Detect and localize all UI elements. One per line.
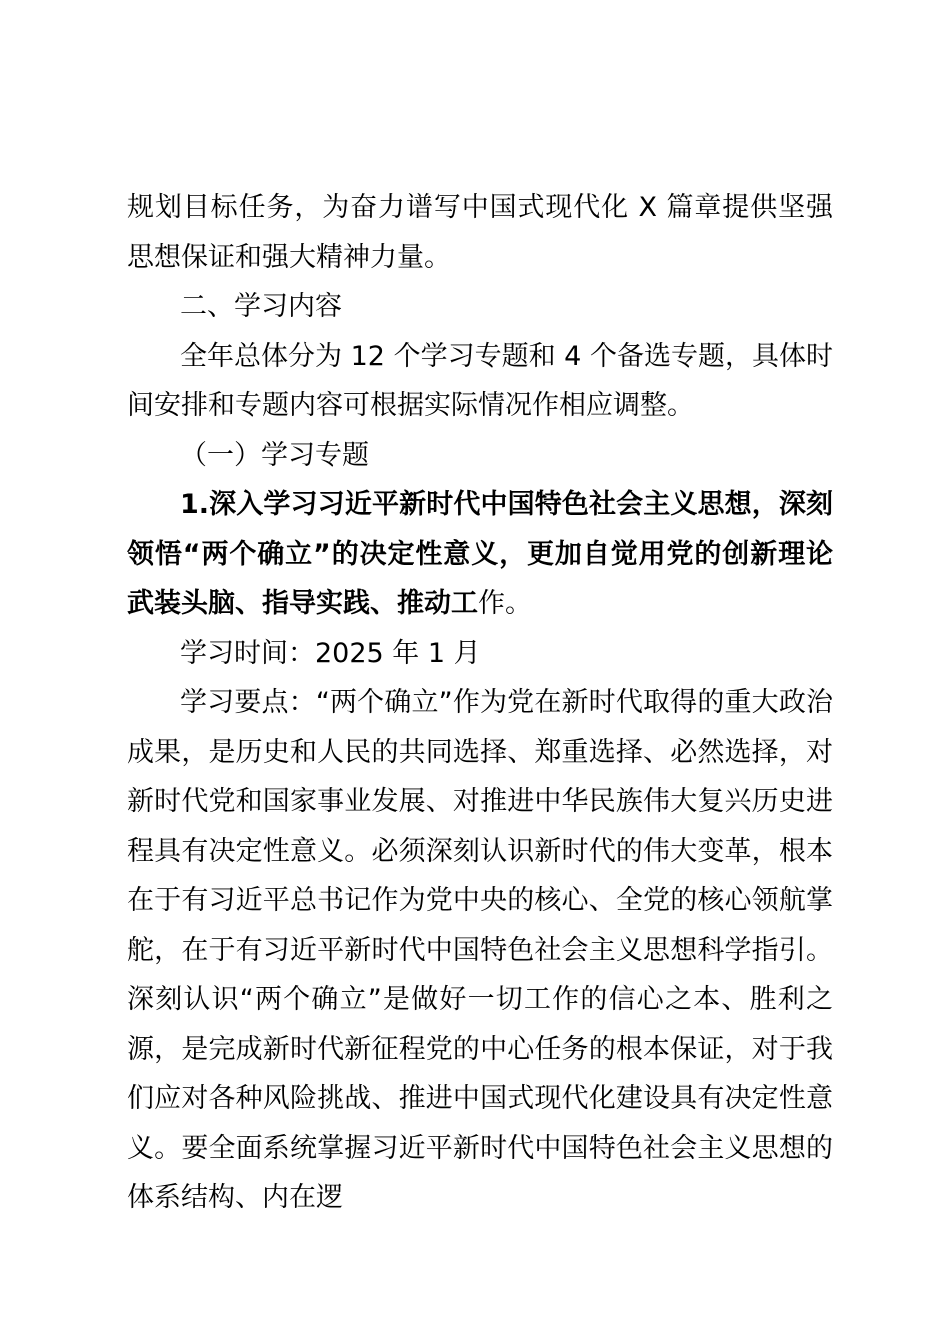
topic-1-title	[127, 480, 833, 629]
paragraph-continuation: 规划目标任务，为奋力谱写中国式现代化 X 篇章提供坚强思想保证和强大精神力量。	[127, 192, 833, 273]
topic-1-title-bold: 1.深入学习习近平新时代中国特色社会主义思想，深刻领悟“两个确立”的决定性意义，更加自觉用党的创新理论武装头脑、指导实践、推动工	[127, 489, 833, 619]
topic-1-study-time: 学习时间：2025 年 1 月	[180, 637, 481, 669]
topic-1-title-rest: 作。	[478, 588, 532, 619]
topic-1-key-points: 学习要点：“两个确立”作为党在新时代取得的重大政治成果，是历史和人民的共同选择、郑重选择、必然选择，对新时代党和国家事业发展、对推进中华民族伟大复兴历史进程具有决定性意义。必须深刻认识新时代的伟大变革，根本在于有习近平总书记作为党中央的核心、全党的核心领航掌舵，在于有习近平新时代中国特色社会主义思想科学指引。深刻认识“两个确立”是做好一切工作的信心之本、胜利之源，是完成新时代新征程党的中心任务的根本保证，对于我们应对各种风险挑战、推进中国式现代化建设具有决定性意义。要全面系统掌握习近平新时代中国特色社会主义思想的体系结构、内在逻	[127, 687, 833, 1213]
subsection-heading-study-topics: （一）学习专题	[180, 439, 369, 471]
document-body	[127, 183, 833, 1223]
paragraph-overview: 全年总体分为 12 个学习专题和 4 个备选专题，具体时间安排和专题内容可根据实际情况作相应调整。	[127, 340, 833, 421]
section-heading-study-content: 二、学习内容	[180, 291, 342, 322]
